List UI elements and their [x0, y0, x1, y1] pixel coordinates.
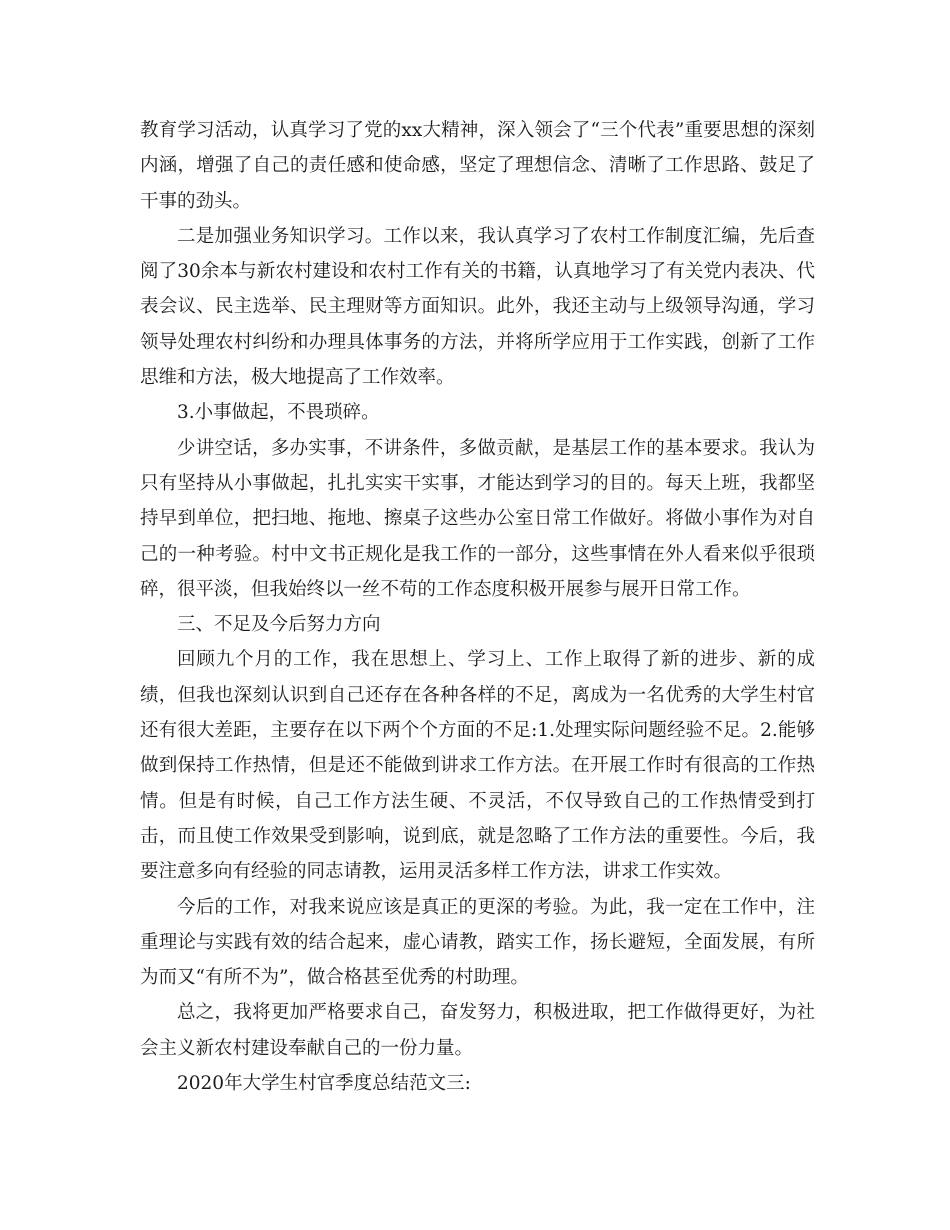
paragraph-future-work: 今后的工作，对我来说应该是真正的更深的考验。为此，我一定在工作中，注重理论与实践有效的结合起来，虚心请教，踏实工作，扬长避短，全面发展，有所为而又“有所不为”，做合格甚至优秀的村助理。 — [140, 896, 815, 989]
paragraph-conclusion: 总之，我将更加严格要求自己，奋发努力，积极进取，把工作做得更好，为社会主义新农村建设奉献自己的一份力量。 — [140, 1002, 815, 1059]
paragraph-business-knowledge: 二是加强业务知识学习。工作以来，我认真学习了农村工作制度汇编，先后查阅了30余本与新农村建设和农村工作有关的书籍，认真地学习了有关党内表决、代表会议、民主选举、民主理财等方面知识。此外，我还主动与上级领导沟通，学习领导处理农村纠纷和办理具体事务的方法，并将所学应用于工作实践，创新了工作思维和方法，极大地提高了工作效率。 — [140, 225, 815, 389]
heading-small-things: 3.小事做起，不畏琐碎。 — [177, 402, 380, 424]
paragraph-review: 回顾九个月的工作，我在思想上、学习上、工作上取得了新的进步、新的成绩，但我也深刻认识到自己还存在各种各样的不足，离成为一名优秀的大学生村官还有很大差距，主要存在以下两个个方面的不足:1.处理实际问题经验不足。2.能够做到保持工作热情，但是还不能做到讲求工作方法。在开展工作时有很高的工作热情。但是有时候，自己工作方法生硬、不灵活，不仅导致自己的工作热情受到打击，而且使工作效果受到影响，说到底，就是忽略了工作方法的重要性。今后，我要注意多向有经验的同志请教，运用灵活多样工作方法，讲求工作实效。 — [140, 649, 815, 883]
paragraph-practical-work: 少讲空话，多办实事，不讲条件，多做贡献，是基层工作的基本要求。我认为只有坚持从小事做起，扎扎实实干实事，才能达到学习的目的。每天上班，我都坚持早到单位，把扫地、拖地、擦桌子这些办公室日常工作做好。将做小事作为对自己的一种考验。村中文书正规化是我工作的一部分，这些事情在外人看来似乎很琐碎，很平淡，但我始终以一丝不苟的工作态度积极开展参与展开日常工作。 — [140, 437, 815, 600]
paragraph-next-title: 2020年大学生村官季度总结范文三: — [177, 1073, 471, 1095]
document-page — [140, 113, 815, 1101]
paragraph-study-activities: 教育学习活动，认真学习了党的xx大精神，深入领会了“三个代表”重要思想的深刻内涵，增强了自己的责任感和使命感，坚定了理想信念、清晰了工作思路、鼓足了干事的劲头。 — [140, 120, 815, 212]
heading-shortcomings: 三、不足及今后努力方向 — [177, 614, 381, 636]
